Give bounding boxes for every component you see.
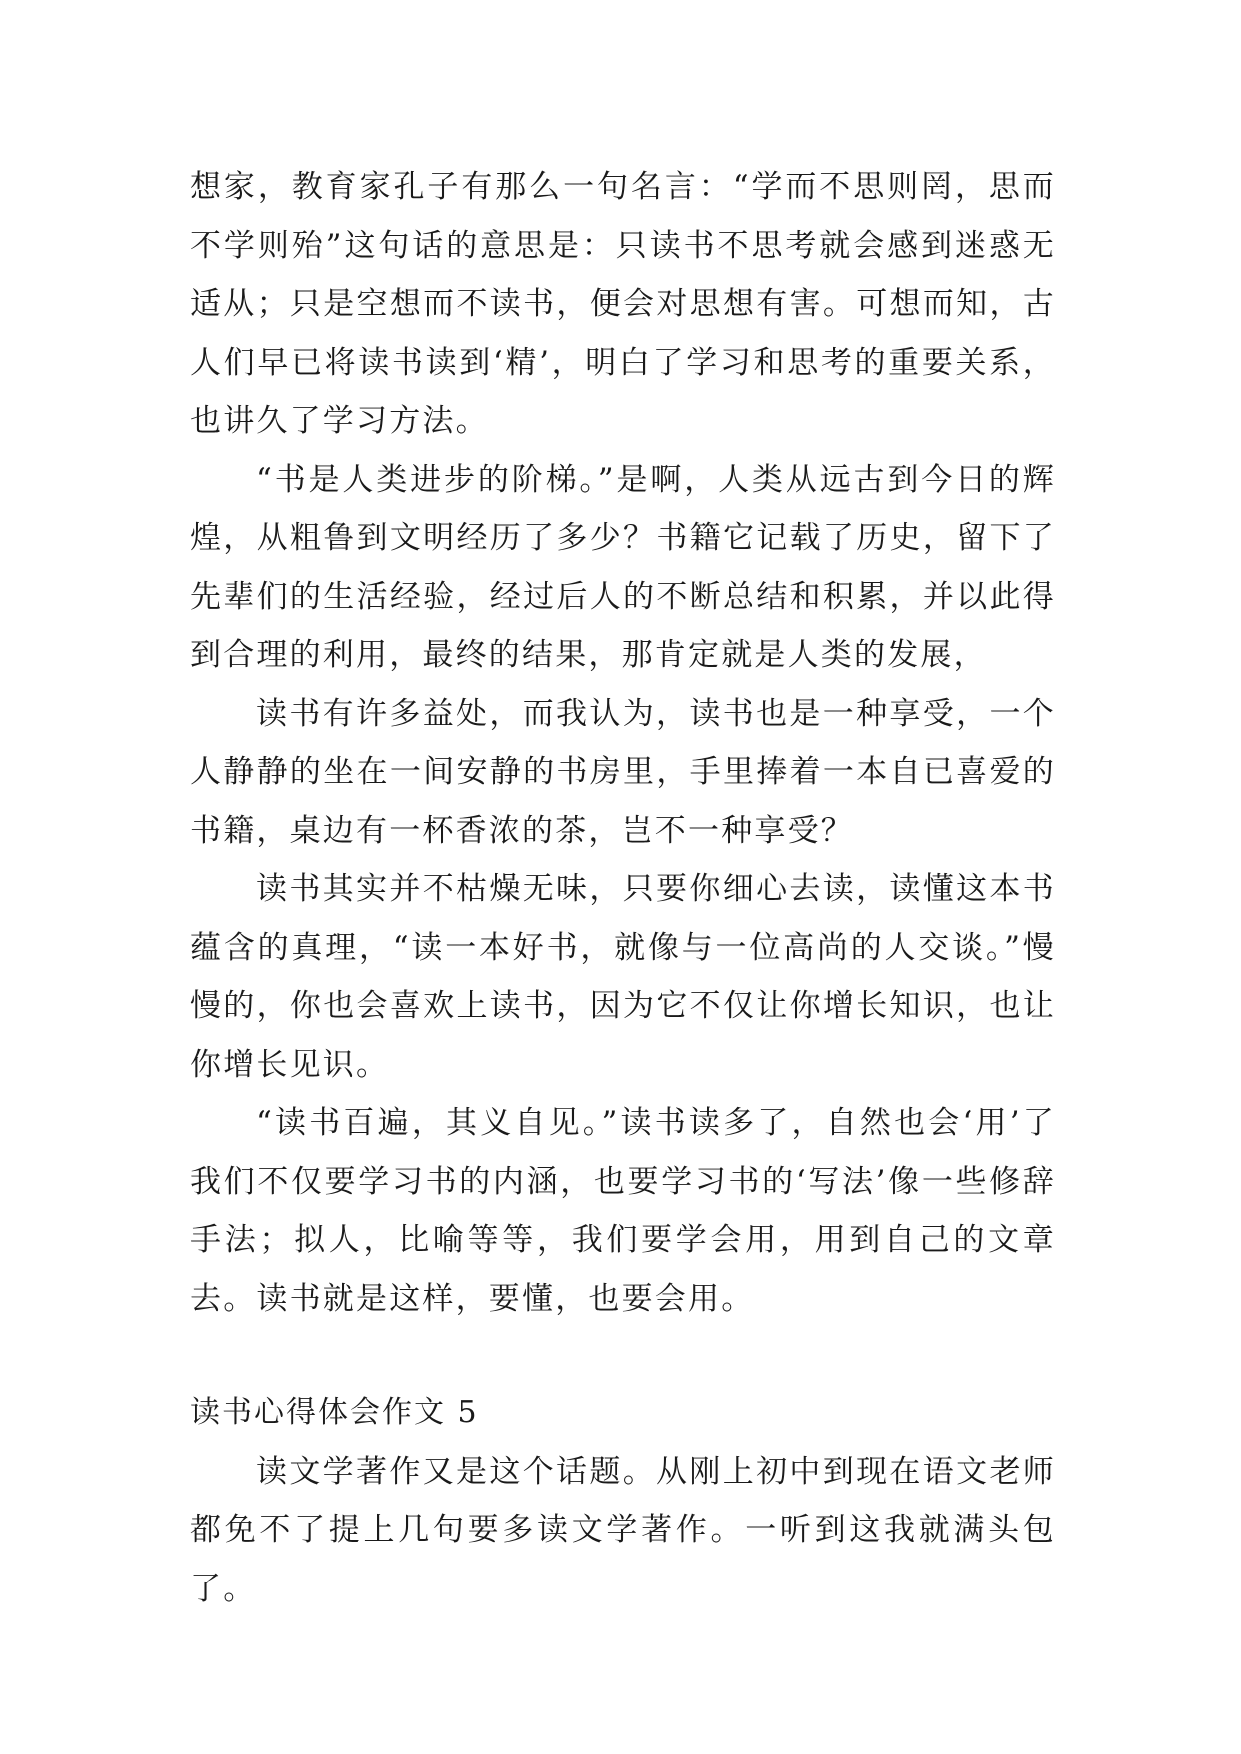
paragraph-continued: 想家，教育家孔子有那么一句名言：“学而不思则罔，思而不学则殆”这句话的意思是：只读书不思考就会感到迷惑无适从；只是空想而不读书，便会对思想有害。可想而知，古人们早已将读书读到‘精’，明白了学习和思考的重要关系，也讲久了学习方法。 bbox=[190, 169, 1056, 439]
document-body bbox=[190, 158, 1056, 1618]
paragraph-reading-enjoyment: 读书有许多益处，而我认为，读书也是一种享受，一个人静静的坐在一间安静的书房里，手里捧着一本自已喜爱的书籍，桌边有一杯香浓的茶，岂不一种享受？ bbox=[190, 695, 1056, 849]
paragraph-ladder-of-progress: “书是人类进步的阶梯。”是啊，人类从远古到今日的辉煌，从粗鲁到文明经历了多少？书籍它记载了历史，留下了先辈们的生活经验，经过后人的不断总结和积累，并以此得到合理的利用，最终的结果，那肯定就是人类的发展， bbox=[190, 461, 1056, 673]
paragraph-reading-not-boring: 读书其实并不枯燥无味，只要你细心去读，读懂这本书蕴含的真理，“读一本好书，就像与一位高尚的人交谈。”慢慢的，你也会喜欢上读书，因为它不仅让你增长知识，也让你增长见识。 bbox=[190, 871, 1056, 1083]
section-heading: 读书心得体会作文 5 bbox=[190, 1395, 479, 1430]
section-paragraph: 读文学著作又是这个话题。从刚上初中到现在语文老师都免不了提上几句要多读文学著作。一听到这我就满头包了。 bbox=[190, 1453, 1056, 1607]
paragraph-read-hundred-times: “读书百遍，其义自见。”读书读多了，自然也会‘用’了我们不仅要学习书的内涵，也要学习书的‘写法’像一些修辞手法；拟人，比喻等等，我们要学会用，用到自己的文章去。读书就是这样，要懂，也要会用。 bbox=[190, 1105, 1056, 1317]
